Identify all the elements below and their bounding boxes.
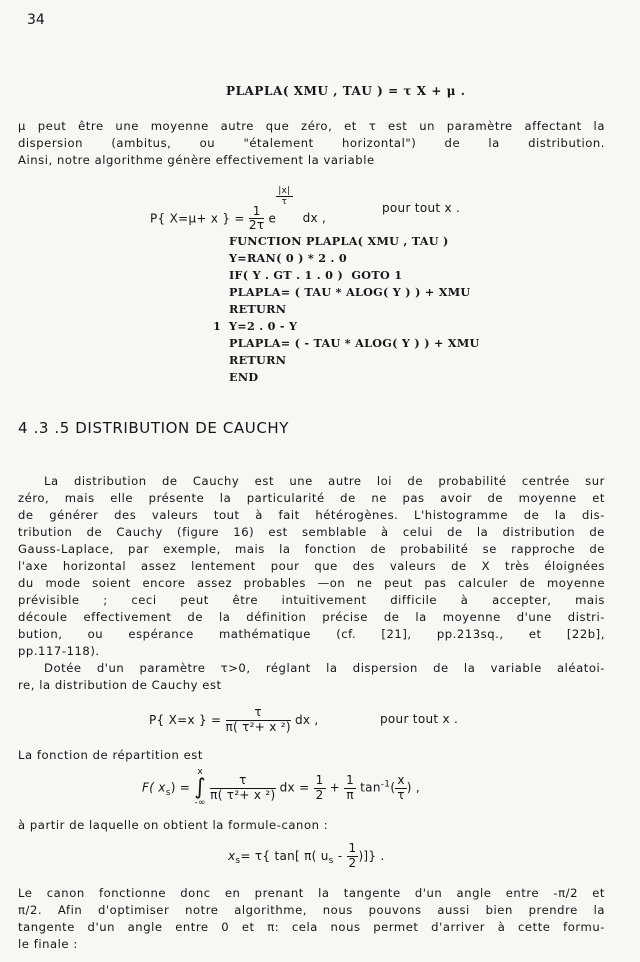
paragraph-4-line-4: le finale :: [18, 937, 78, 951]
code-line-5: RETURN: [229, 302, 287, 316]
canon-half-num: 1: [348, 841, 357, 855]
paragraph-1-line-3: Ainsi, notre algorithme génère effectivement la variable: [18, 153, 375, 167]
paragraph-3-line-2: re, la distribution de Cauchy est: [18, 678, 222, 692]
laplace-frac-den: 2τ: [248, 218, 265, 233]
canon-u-sub: s: [328, 856, 334, 867]
paragraph-4-line-2: π/2. Afin d'optimiser notre algorithme, nous pouvons aussi bien prendre la: [18, 903, 605, 917]
laplace-formula: [150, 186, 326, 233]
laplace-lhs: P{ X=μ+ x } =: [150, 211, 245, 226]
code-line-4: PLAPLA= ( TAU * ALOG( Y ) ) + XMU: [229, 285, 471, 299]
canon-end: )]} .: [358, 848, 385, 863]
laplace-exp-num: |x|: [278, 186, 291, 196]
paragraph-4-line-3: tangente d'un angle entre 0 et π: cela nous permet d'arriver à cette formu-: [18, 920, 605, 934]
cauchy-dx: dx ,: [294, 712, 319, 727]
laplace-exponent: [276, 186, 292, 208]
cdf-half: [314, 774, 326, 803]
canon-eq: = τ{ tan[ π( u: [240, 848, 329, 863]
paragraph-1-line-1: μ peut être une moyenne autre que zéro, et τ est un paramètre affectant la: [18, 119, 605, 133]
cdf-half-den: 2: [315, 787, 324, 802]
cauchy-lhs: P{ X=x } =: [149, 712, 222, 727]
paragraph-2-line-7: du mode soient encore assez probables —on ne peut pas calculer de moyenne: [18, 576, 605, 590]
laplace-exp-den: τ: [281, 197, 288, 208]
cdf-pi-den: π: [346, 787, 354, 802]
cdf-lhs-end: ) =: [170, 780, 191, 795]
code-line-6: Y=2 . 0 - Y: [229, 319, 298, 333]
paragraph-2-line-4: tribution de Cauchy (figure 16) est semblable à celui de la distribution de: [18, 525, 605, 539]
code-line-2: Y=RAN( 0 ) * 2 . 0: [229, 251, 348, 265]
canon-half: [347, 842, 359, 871]
paragraph-2-line-1: La distribution de Cauchy est une autre loi de probabilité centrée sur: [44, 474, 605, 488]
code-statement-label: 1: [213, 319, 221, 333]
code-line-1: FUNCTION PLAPLA( XMU , TAU ): [229, 234, 449, 248]
cdf-plus: +: [329, 780, 340, 795]
cdf-fraction: [210, 774, 275, 803]
cdf-mid: dx =: [279, 780, 310, 795]
cdf-arg: [395, 774, 406, 803]
laplace-frac-num: 1: [249, 205, 264, 220]
integral-lower: -∞: [194, 798, 206, 808]
paragraph-2-line-10: bution, ou espérance mathématique (cf. [21], pp.213sq., et [22b],: [18, 627, 605, 641]
paragraph-2-line-5: Gauss-Laplace, par exemple, mais la fonction de probabilité se rapproche de: [18, 542, 605, 556]
cdf-tan: tan: [360, 780, 381, 795]
integral-upper: x: [197, 767, 203, 777]
cauchy-fraction: [226, 706, 291, 735]
canon-half-den: 2: [348, 855, 357, 870]
cdf-inv-pi: [344, 774, 356, 803]
cdf-half-num: 1: [315, 772, 324, 787]
cauchy-rhs: pour tout x .: [380, 712, 459, 726]
canon-intro: à partir de laquelle on obtient la formule-canon :: [18, 818, 329, 832]
integral-bounds: [194, 768, 206, 808]
cauchy-density: [149, 706, 319, 735]
cdf-formula: F( $x_s$) = x ∫ -∞ $\frac{\tau}{\text{π( τ²+ x ²)}}$ dx = $\frac{1}{2}$ + $\frac{1}{\pi}$ $\tan^{-1}$( $\frac{x}{\tau}$ ) ,: [142, 767, 420, 808]
page-number: 34: [27, 12, 45, 28]
cdf-tan-sup: -1: [380, 779, 391, 790]
cdf-lhs-sub: s: [165, 787, 171, 798]
code-line-7: PLAPLA= ( - TAU * ALOG( Y ) ) + XMU: [229, 336, 480, 350]
cdf-pi-num: 1: [346, 772, 355, 787]
paragraph-2-line-6: l'axe horizontal assez lentement pour que des valeurs de X très éloignées: [18, 559, 605, 573]
laplace-dx: dx ,: [302, 211, 327, 226]
canon-minus: -: [333, 848, 343, 863]
cdf-arg-den: τ: [397, 787, 405, 802]
laplace-rhs: pour tout x .: [382, 201, 461, 215]
canon-lhs-sub: s: [235, 856, 241, 867]
cdf-frac-num: τ: [210, 774, 275, 789]
cdf-frac-den: π( τ²+ x ²): [210, 787, 276, 802]
paragraph-1-line-2: dispersion (ambitus, ou "étalement horizontal") de la distribution.: [18, 136, 605, 150]
section-heading: 4 .3 .5 DISTRIBUTION DE CAUCHY: [18, 419, 290, 437]
paragraph-2-line-11: pp.117-118).: [18, 644, 100, 658]
paragraph-4-line-1: Le canon fonctionne donc en prenant la tangente d'un angle entre -π/2 et: [18, 886, 605, 900]
laplace-fraction: [249, 205, 264, 234]
code-line-8: RETURN: [229, 353, 287, 367]
cauchy-frac-num: τ: [226, 706, 291, 721]
integral-sign: ∫: [194, 775, 207, 800]
repartition-intro: La fonction de répartition est: [18, 748, 203, 762]
laplace-exp-base: e: [268, 211, 277, 226]
paragraph-2-line-3: de générer des valeurs tout à fait hétérogènes. L'histogramme de la dis-: [18, 508, 605, 522]
paragraph-2-line-8: prévisible ; ceci peut être intuitivement difficile à accepter, mais: [18, 593, 605, 607]
cauchy-frac-den: π( τ²+ x ²): [225, 719, 291, 734]
cdf-lhs: F( x: [142, 780, 166, 795]
paragraph-3-line-1: Dotée d'un paramètre τ>0, réglant la dispersion de la variable aléatoi-: [44, 661, 605, 675]
canon-formula: [228, 842, 385, 871]
plapla-definition: PLAPLA( XMU , TAU ) = τ X + μ .: [226, 84, 466, 98]
code-line-3: IF( Y . GT . 1 . 0 ) GOTO 1: [229, 268, 403, 282]
code-line-9: END: [229, 370, 259, 384]
paragraph-2-line-2: zéro, mais elle présente la particularité de ne pas avoir de moyenne et: [18, 491, 605, 505]
canon-lhs: x: [228, 848, 236, 863]
cdf-end: ) ,: [406, 780, 420, 795]
cdf-arg-num: x: [397, 772, 405, 787]
paragraph-2-line-9: découle effectivement de la définition précise de la moyenne d'une distri-: [18, 610, 605, 624]
